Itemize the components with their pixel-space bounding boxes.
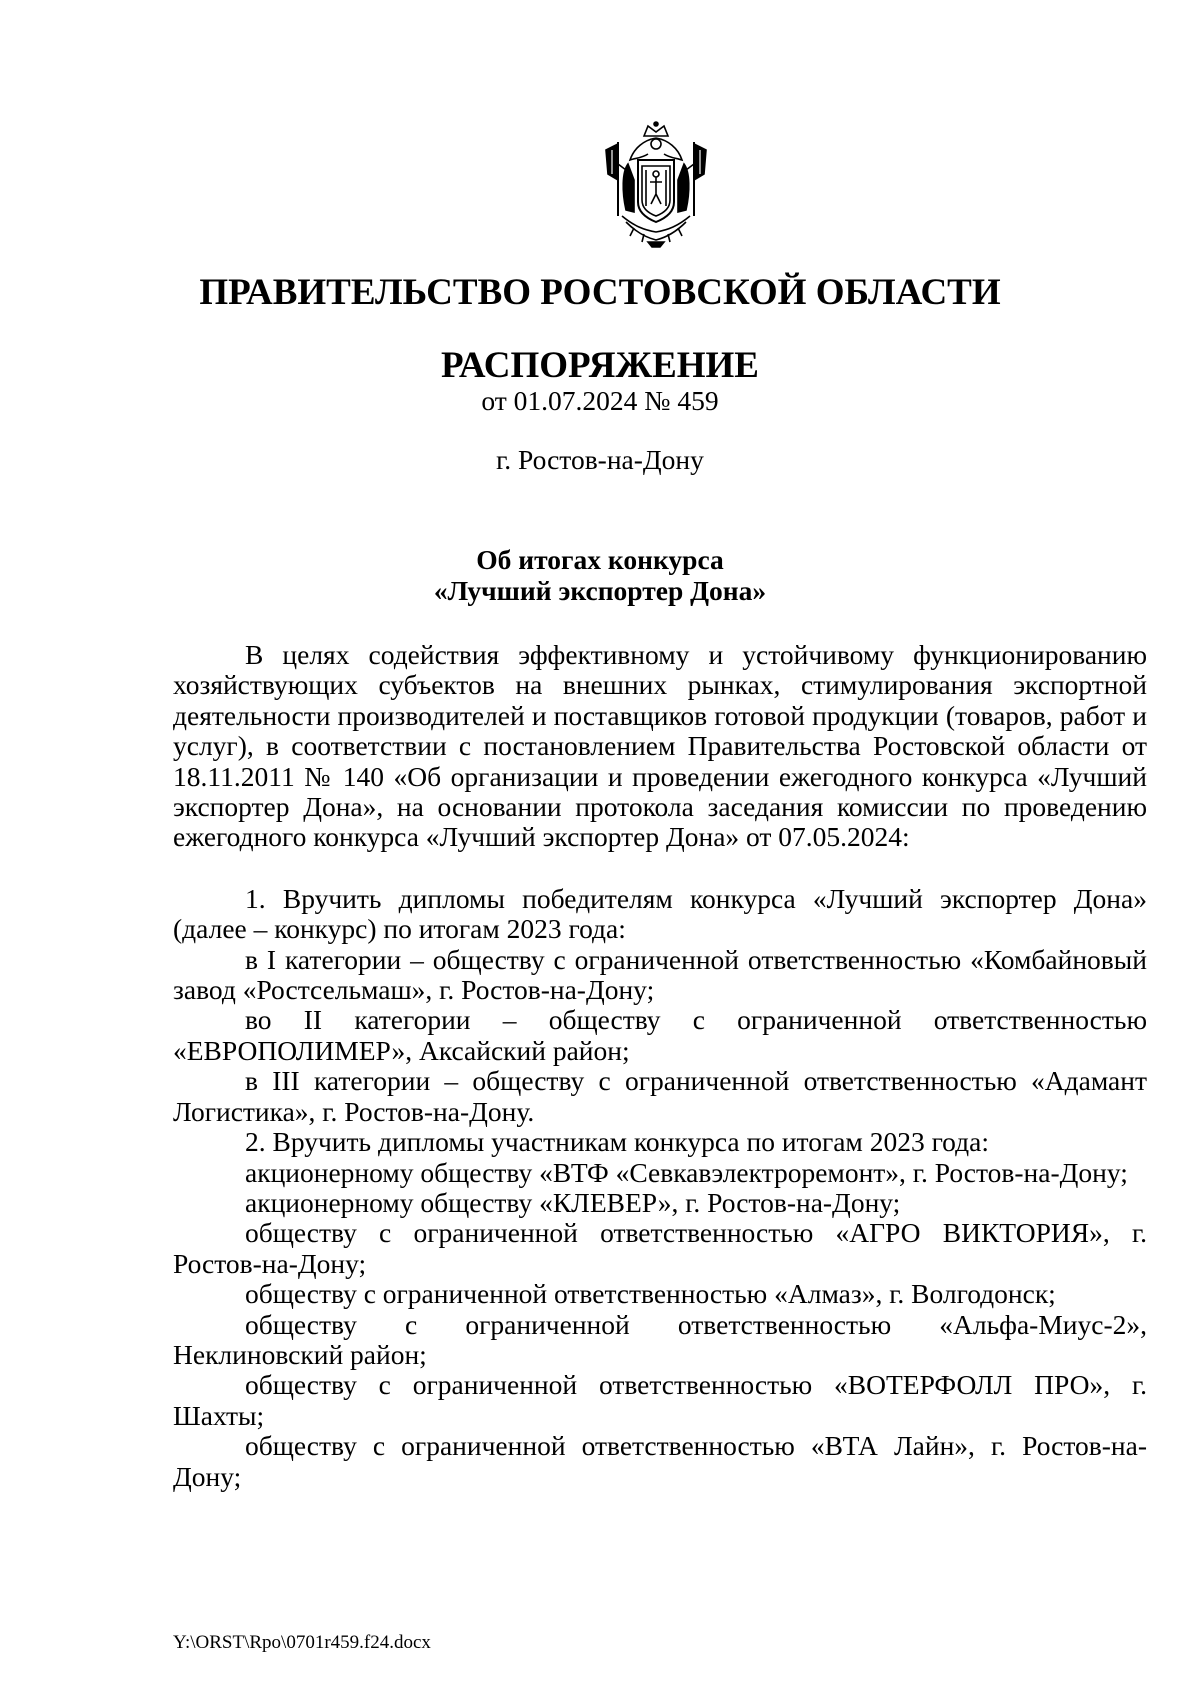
winner-category-3: в III категории – обществу с ограниченной ответственностью «Адамант Логистика», г. Ростов-на-Дону. [173, 1065, 1147, 1127]
item-2-paragraph: 2. Вручить дипломы участникам конкурса по итогам 2023 года: [245, 1126, 989, 1158]
participant-item: акционерному обществу «КЛЕВЕР», г. Ростов-на-Дону; [245, 1186, 901, 1218]
participant-item: обществу с ограниченной ответственностью «ВОТЕРФОЛЛ ПРО», г. Шахты; [173, 1369, 1147, 1431]
document-subject [0, 545, 1200, 606]
winner-category-1: в I категории – обществу с ограниченной ответственностью «Комбайновый завод «Ростсельмаш», г. Ростов-на-Дону; [173, 943, 1147, 1006]
participant-item: акционерному обществу «ВТФ «Севкавэлектроремонт», г. Ростов-на-Дону; [245, 1156, 1128, 1188]
preamble-paragraph: В целях содействия эффективному и устойчивому функционированию хозяйствующих субъектов на внешних рынках, стимулирования экспортной деятельности производителей и поставщиков готовой продукции (товаров, работ и услуг), в соответствии с постановлением Правительства Ростовской области от 18.11.2011 № 140 «Об организации и проведении ежегодного конкурса «Лучший экспортер Дона», на основании протокола заседания комиссии по проведению ежегодного конкурса «Лучший экспортер Дона» от 07.05.2024: [173, 639, 1147, 853]
item-1-paragraph: 1. Вручить дипломы победителям конкурса «Лучший экспортер Дона» (далее – конкурс) по итогам 2023 года: [173, 882, 1147, 945]
subject-line-1: Об итогах конкурса [476, 544, 724, 575]
subject-line-2: «Лучший экспортер Дона» [433, 574, 767, 606]
coat-of-arms-icon [604, 120, 708, 248]
participant-item: обществу с ограниченной ответственностью «Алмаз», г. Волгодонск; [245, 1278, 1056, 1310]
city: г. Ростов-на-Дону [496, 444, 704, 475]
document-body [173, 640, 1147, 1492]
participant-item: обществу с ограниченной ответственностью «АГРО ВИКТОРИЯ», г. Ростов-на-Дону; [173, 1217, 1147, 1279]
date-number: от 01.07.2024 № 459 [481, 385, 719, 416]
file-path-footer: Y:\ORST\Rpo\0701r459.f24.docx [173, 1632, 431, 1653]
participant-item: обществу с ограниченной ответственностью «ВТА Лайн», г. Ростов-на-Дону; [173, 1430, 1147, 1492]
winner-category-2: во II категории – обществу с ограниченной ответственностью «ЕВРОПОЛИМЕР», Аксайский район; [173, 1004, 1147, 1066]
document-type: РАСПОРЯЖЕНИЕ [440, 345, 759, 386]
government-name: ПРАВИТЕЛЬСТВО РОСТОВСКОЙ ОБЛАСТИ [199, 272, 1001, 313]
participant-item: обществу с ограниченной ответственностью «Альфа-Миус-2», Неклиновский район; [173, 1308, 1147, 1370]
paragraph-gap [173, 853, 1147, 884]
